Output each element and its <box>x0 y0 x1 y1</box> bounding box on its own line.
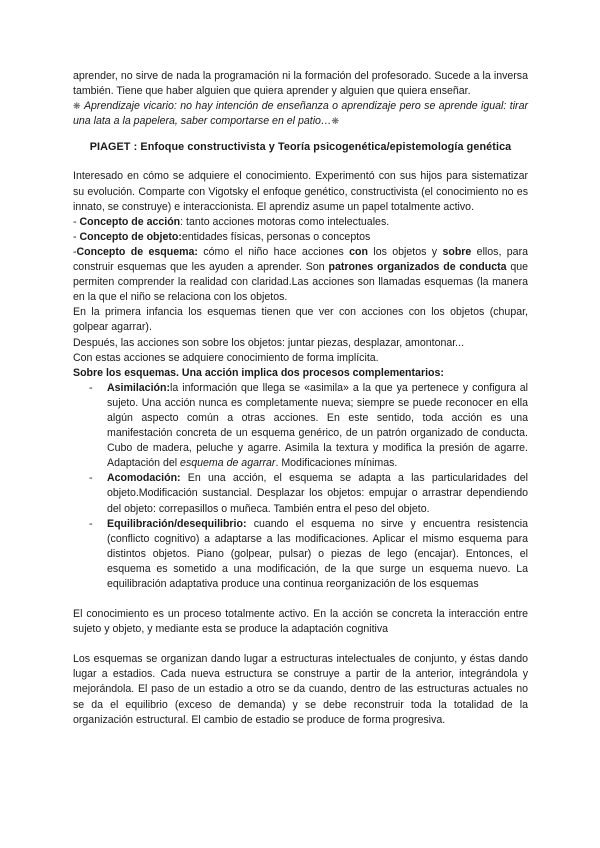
acomodacion-text: En una acción, el esquema se adapta a las particularidades del objeto.Modificación sustancial. Desplazar los objetos: empujar o arrastrar dependiendo del objeto: correpasillos o muñeca. También entra el peso del objeto. <box>107 472 528 515</box>
esquema-text: que permiten comprender la realidad con claridad.Las acciones son llamadas esquemas (la manera en la que el niño se relaciona con los objetos. <box>73 261 529 304</box>
asimilacion-italic: esquema de agarrar <box>180 457 276 470</box>
acomodacion-term: Acomodación: <box>107 472 181 485</box>
section-title: PIAGET : Enfoque constructivista y Teoría psicogenética/epistemología genética <box>89 141 512 154</box>
processes-list <box>73 381 528 592</box>
esquema-text: ellos, para construir esquemas que les ayuden a aprender. Son <box>73 245 528 274</box>
concepto-accion-text: : tanto acciones motoras como intelectuales. <box>180 215 390 228</box>
estructuras-paragraph: Los esquemas se organizan dando lugar a estructuras intelectuales de conjunto, y éstas dando lugar a estadios. Cada nueva estructura se construye a partir de la anterior, integrándola y mejorándola. El paso de un estadio a otro se da cuando, dentro de las estructuras actuales no se da el equilibrio (exceso de demanda) y se debe reconstruir toda la totalidad de la organización estructural. El cambio de estadio se produce de forma progresiva. <box>73 653 528 726</box>
intro-line: aprender, no sirve de nada la programación ni la formación del profesorado. Sucede a la inversa también. Tiene que haber alguien que quiera aprender y alguien que quiera enseñar. <box>73 70 528 98</box>
concepto-objeto-text: entidades físicas, personas o conceptos <box>181 230 371 243</box>
piaget-intro-paragraph: Interesado en cómo se adquiere el conocimiento. Experimentó con sus hijos para sistematizar su evolución. Comparte con Vigotsky el enfoque genético, constructivista (el conocimiento no es innato, se construye) e interaccionista. El aprendiz asume un papel totalmente activo. <box>73 170 528 213</box>
equilibracion-text: cuando el esquema no sirve y encuentra resistencia (conflicto cognitivo) a adaptarse a las modificaciones. Aplicar el mismo esquema para distintos objetos. Piano (golpear, pulsar) o piezas de lego (encajar). Entonces, el esquema es sometido a una modificación, de la que surge un esquema nuevo. La equilibración adaptativa produce una continua reorganización de los esquemas <box>107 517 528 590</box>
dash-prefix: - <box>73 230 80 243</box>
asimilacion-tail: . Modificaciones mínimas. <box>275 457 398 470</box>
spacer <box>73 592 528 607</box>
dash-bullet: - <box>89 381 93 394</box>
concepto-objeto-term: Concepto de objeto: <box>79 230 182 243</box>
sobre-esquemas-heading <box>73 366 528 381</box>
asimilacion-term: Asimilación: <box>107 381 170 394</box>
concepto-objeto-line <box>73 230 528 245</box>
esquema-bold-patrones: patrones organizados de conducta <box>328 261 507 274</box>
intro-paragraph <box>73 69 528 129</box>
equilibracion-term: Equilibración/desequilibrio: <box>107 517 247 530</box>
esquema-bold-con: con <box>349 245 368 258</box>
infancia-paragraph: En la primera infancia los esquemas tienen que ver con acciones con los objetos (chupar, golpear agarrar). <box>73 306 528 334</box>
activo-paragraph: El conocimiento es un proceso totalmente activo. En la acción se concreta la interacción entre sujeto y objeto, y mediante esta se produce la adaptación cognitiva <box>73 608 528 636</box>
dash-prefix: - <box>73 245 77 258</box>
dash-bullet: - <box>89 517 93 530</box>
dash-bullet: - <box>89 472 93 485</box>
spacer <box>73 637 528 652</box>
concepto-esquema-paragraph <box>73 245 528 305</box>
esquema-bold-sobre: sobre <box>442 245 472 258</box>
esquema-text: los objetos y <box>367 245 443 258</box>
flower-symbol-icon: ❋ <box>331 116 340 127</box>
dash-prefix: - <box>73 215 80 228</box>
list-item-asimilacion <box>73 381 528 472</box>
implicita-paragraph: Con estas acciones se adquiere conocimiento de forma implícita. <box>73 351 379 364</box>
vicario-text: Aprendizaje vicario: no hay intención de enseñanza o aprendizaje pero se aprende igual: tirar una lata a la papelera, saber comportarse en el patio… <box>73 100 528 128</box>
list-item-acomodacion <box>73 471 528 516</box>
esquema-text: cómo el niño hace acciones <box>197 245 350 258</box>
despues-paragraph: Después, las acciones son sobre los objetos: juntar piezas, desplazar, amontonar... <box>73 336 465 349</box>
concepto-esquema-term: Concepto de esquema: <box>76 245 198 258</box>
asimilacion-text: la información que llega se «asimila» a la que ya pertenece y configura al sujeto. Una acción nunca es completamente nueva; siempre se puede reconocer en ella algún aspecto común a otras acciones. En este sentido, toda acción es una manifestación concreta de un esquema genérico, de un patrón organizado de conducta. Cubo de madera, peluche y agarre. Asimila la textura y modifica la presión de agarre. Adaptación del <box>107 381 528 470</box>
sobre-esquemas-heading-text: Sobre los esquemas. Una acción implica dos procesos complementarios: <box>73 366 444 379</box>
concepto-accion-term: Concepto de acción <box>79 215 181 228</box>
flower-symbol-icon: ❋ <box>73 101 81 112</box>
page-content <box>73 69 528 728</box>
list-item-equilibracion <box>73 517 528 592</box>
concepto-accion-line <box>73 215 528 230</box>
